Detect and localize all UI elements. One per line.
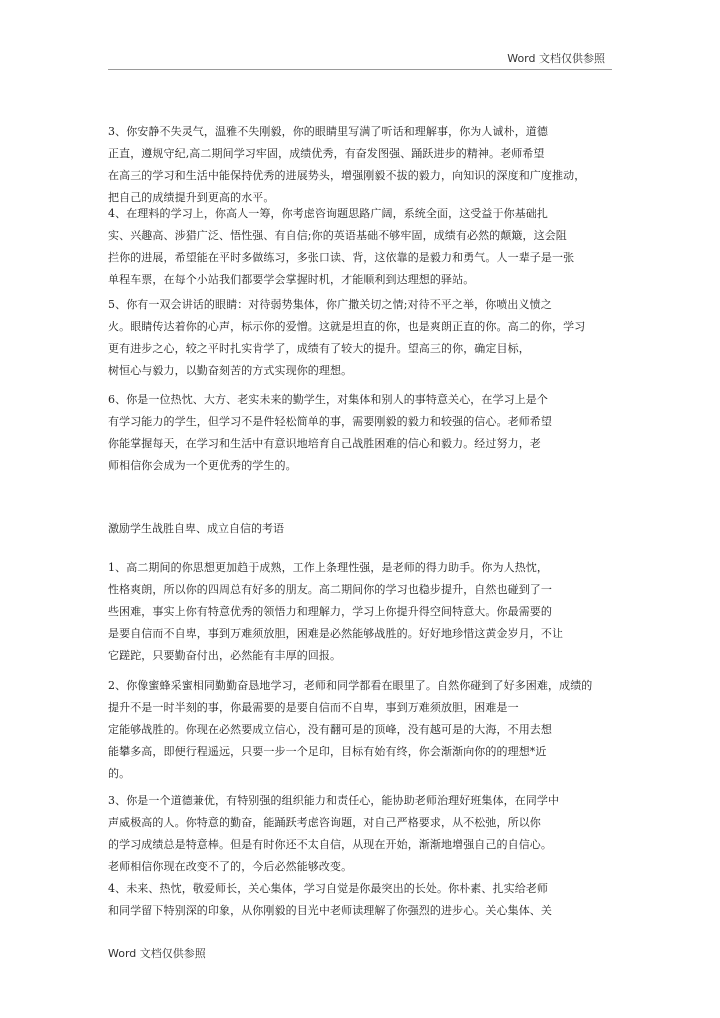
text-line: 是要自信而不自卑，事到万难须放胆，困难是必然能够战胜的。好好地珍惜这黄金岁月，不让 bbox=[108, 627, 564, 640]
text-line: 4、未来、热忱，敬爱师长，关心集体，学习自觉是你最突出的长处。你朴素、扎实给老师 bbox=[108, 882, 548, 895]
text-line: 的。 bbox=[108, 767, 131, 780]
text-line: 的学习成绩总是特意棒。但是有时你还不太自信，从现在开始，渐渐地增强自己的自信心。 bbox=[108, 838, 552, 851]
text-line: 树恒心与毅力，以勤奋刻苦的方式实现你的理想。 bbox=[108, 364, 353, 377]
text-line: 火。眼睛传达着你的心声，标示你的爱憎。这就是坦直的你，也是爽朗正直的你。高二的你，学习 bbox=[108, 320, 586, 333]
text-line: 4、在理料的学习上，你高人一筹，你考虑咨询题思路广阔，系统全面，这受益于你基础扎 bbox=[108, 207, 548, 220]
text-line: 3、你是一个道德兼优，有特别强的组织能力和责任心，能协助老师治理好班集体，在同学中 bbox=[108, 794, 560, 807]
text-line: 和同学留下特别深的印象，从你刚毅的目光中老师读理解了你强烈的进步心。关心集体、关 bbox=[108, 904, 552, 917]
paragraph-s2-3 bbox=[108, 790, 628, 878]
text-line: 性格爽朗，所以你的四周总有好多的朋友。高二期间你的学习也稳步提升，自然也碰到了一 bbox=[108, 583, 552, 596]
text-line: 把自己的成绩提升到更高的水平。 bbox=[108, 191, 275, 204]
text-line: 能攀多高，即便行程遥远，只要一步一个足印，目标有始有终，你会渐渐向你的的理想*近 bbox=[108, 745, 547, 758]
paragraph-s1-5 bbox=[108, 294, 628, 382]
text-line: 有学习能力的学生，但学习不是件轻松简单的事，需要刚毅的毅力和较强的信心。老师希望 bbox=[108, 415, 552, 428]
text-line: 6、你是一位热忱、大方、老实未来的勤学生，对集体和别人的事特意关心，在学习上是个 bbox=[108, 393, 548, 406]
text-line: 你能掌握每天，在学习和生活中有意识地培育自己战胜困难的信心和毅力。经过努力，老 bbox=[108, 437, 541, 450]
paragraph-s2-2 bbox=[108, 675, 628, 785]
text-line: 师相信你会成为一个更优秀的学生的。 bbox=[108, 459, 297, 472]
page-footer: Word 文档仅供参照 bbox=[108, 947, 206, 960]
paragraph-s2-4 bbox=[108, 878, 628, 922]
paragraph-s1-4 bbox=[108, 203, 628, 291]
text-line: 在高三的学习和生活中能保持优秀的进展势头，增强刚毅不拔的毅力，向知识的深度和广度推动， bbox=[108, 169, 586, 182]
paragraph-s1-6 bbox=[108, 389, 628, 477]
text-line: 老师相信你现在改变不了的，今后必然能够改变。 bbox=[108, 860, 353, 873]
text-line: 拦你的进展，希望能在平时多做练习，多张口读、背，这依靠的是毅力和勇气。人一辈子是一张 bbox=[108, 251, 575, 264]
text-line: 5、你有一双会讲话的眼睛：对待弱势集体，你广撒关切之情;对待不平之举，你喷出义愤之 bbox=[108, 298, 552, 311]
text-line: 些困难，事实上你有特意优秀的领悟力和理解力，学习上你提升得空间特意大。你最需要的 bbox=[108, 605, 552, 618]
text-line: 正直，遵规守纪,高二期间学习牢固，成绩优秀，有奋发图强、踊跃进步的精神。老师希望 bbox=[108, 147, 545, 160]
section-title: 激励学生战胜自卑、成立自信的考语 bbox=[108, 522, 284, 535]
text-line: 更有进步之心，较之平时扎实肯学了，成绩有了较大的提升。望高三的你，确定目标， bbox=[108, 342, 530, 355]
text-line: 它蹉跎，只要勤奋付出，必然能有丰厚的回报。 bbox=[108, 649, 342, 662]
text-line: 2、你像蜜蜂采蜜相同勤勤奋恳地学习，老师和同学都看在眼里了。自然你碰到了好多困难，成绩的 bbox=[108, 679, 593, 692]
paragraph-s1-3 bbox=[108, 121, 628, 209]
page-header: Word 文档仅供参照 bbox=[507, 52, 605, 65]
text-line: 3、你安静不失灵气，温雅不失刚毅，你的眼睛里写满了听话和理解事，你为人诚朴，道德 bbox=[108, 125, 548, 138]
text-line: 定能够战胜的。你现在必然要成立信心，没有翻可是的顶峰，没有越可是的大海，不用去想 bbox=[108, 723, 552, 736]
text-line: 1、高二期间的你思想更加趋于成熟，工作上条理性强，是老师的得力助手。你为人热忱， bbox=[108, 561, 548, 574]
header-divider bbox=[108, 69, 612, 70]
paragraph-s2-1 bbox=[108, 557, 628, 667]
text-line: 提升不是一时半刻的事，你最需要的是要自信而不自卑，事到万难须放胆，困难是一 bbox=[108, 701, 519, 714]
text-line: 实、兴趣高、涉猎广泛、悟性强、有自信;你的英语基础不够牢固，成绩有必然的颠簸，这会阻 bbox=[108, 229, 567, 242]
text-line: 声威极高的人。你特意的勤奋，能踊跃考虑咨询题，对自己严格要求，从不松弛，所以你 bbox=[108, 816, 541, 829]
text-line: 单程车票，在每个小站我们都要学会掌握时机，才能顺利到达理想的驿站。 bbox=[108, 273, 475, 286]
